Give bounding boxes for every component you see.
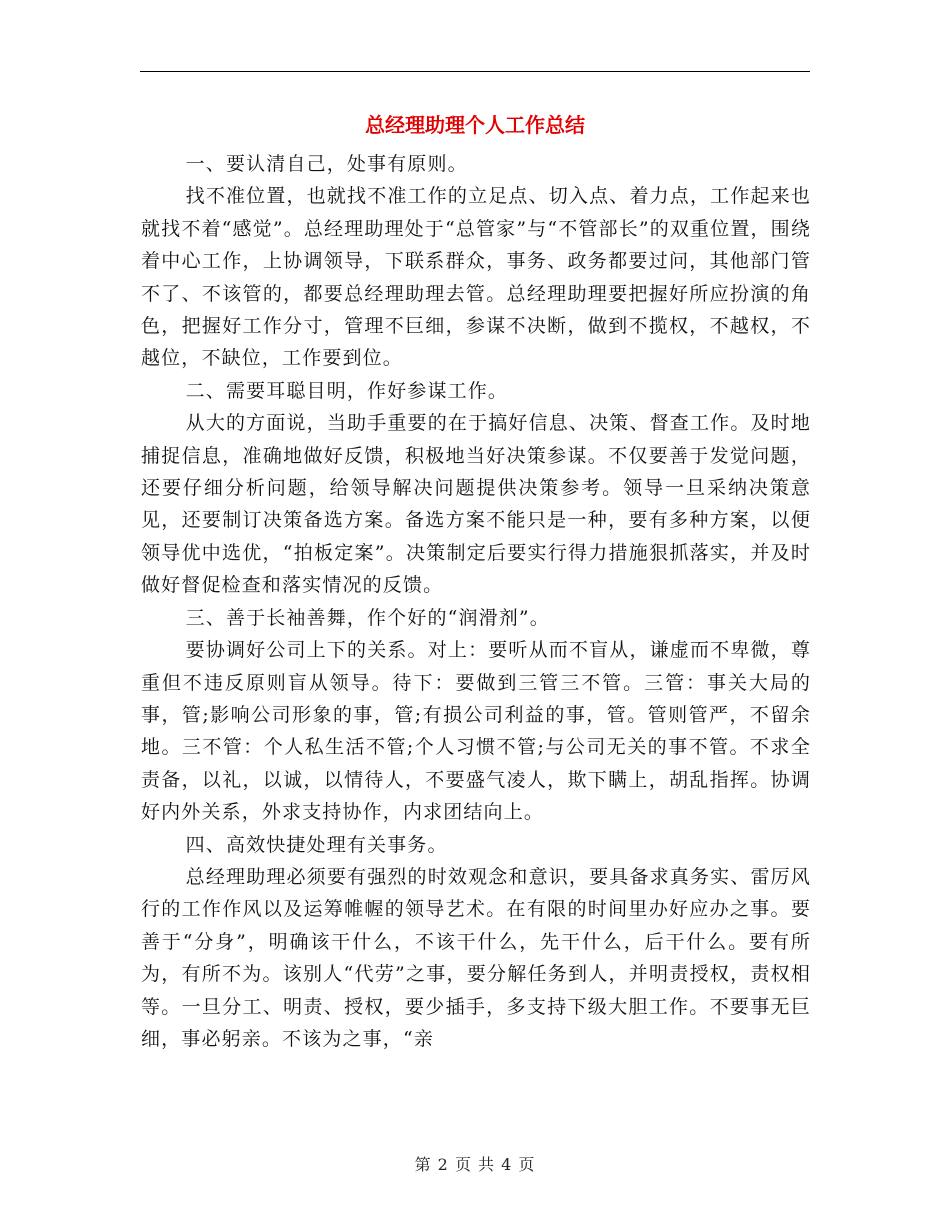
section-heading-1: 一、要认清自己，处事有原则。 [185, 153, 468, 175]
header-rule [140, 71, 810, 72]
page-label-prefix: 第 [414, 1155, 432, 1174]
page-total: 4 [501, 1155, 513, 1174]
paragraph-2: 从大的方面说，当助手重要的在于搞好信息、决策、督查工作。及时地捕捉信息，准确地做好反馈，积极地当好决策参谋。不仅要善于发觉问题，还要仔细分析问题，给领导解决问题提供决策参考。领导一旦采纳决策意见，还要制订决策备选方案。备选方案不能只是一种，要有多种方案，以便领导优中选优，“拍板定案”。决策制定后要实行得力措施狠抓落实，并及时做好督促检查和落实情况的反馈。 [141, 412, 811, 597]
document-title: 总经理助理个人工作总结 [365, 113, 585, 137]
paragraph-1: 找不准位置，也就找不准工作的立足点、切入点、着力点，工作起来也就找不着“感觉”。总经理助理处于“总管家”与“不管部长”的双重位置，围绕着中心工作，上协调领导，下联系群众，事务、政务都要过问，其他部门管不了、不该管的，都要总经理助理去管。总经理助理要把握好所应扮演的角色，把握好工作分寸，管理不巨细，参谋不决断，做到不揽权，不越权，不越位，不缺位，工作要到位。 [141, 185, 811, 370]
page-label-mid: 页 共 [454, 1155, 496, 1174]
section-heading-3: 三、善于长袖善舞，作个好的“润滑剂”。 [185, 606, 550, 629]
paragraph-4: 总经理助理必须要有强烈的时效观念和意识，要具备求真务实、雷厉风行的工作作风以及运筹帷幄的领导艺术。在有限的时间里办好应办之事。要善于“分身”，明确该干什么，不该干什么，先干什么，后干什么。要有所为，有所不为。该别人“代劳”之事，要分解任务到人，并明责授权，责权相等。一旦分工、明责、授权，要少插手，多支持下级大胆工作。不要事无巨细，事必躬亲。不该为之事，“亲 [141, 865, 811, 1050]
page-footer [0, 1153, 950, 1177]
paragraph-3: 要协调好公司上下的关系。对上：要听从而不盲从，谦虚而不卑微，尊重但不违反原则盲从领导。待下：要做到三管三不管。三管：事关大局的事，管;影响公司形象的事，管;有损公司利益的事，管。管则管严，不留余地。三不管：个人私生活不管;个人习惯不管;与公司无关的事不管。不求全责备，以礼，以诚，以情待人，不要盛气凌人，欺下瞒上，胡乱指挥。协调好内外关系，外求支持协作，内求团结向上。 [141, 639, 811, 824]
section-heading-4: 四、高效快捷处理有关事务。 [185, 833, 448, 856]
page-current: 2 [437, 1155, 449, 1174]
section-heading-2: 二、需要耳聪目明，作好参谋工作。 [185, 379, 509, 402]
page-label-suffix: 页 [518, 1155, 536, 1174]
document-body [141, 148, 811, 1055]
